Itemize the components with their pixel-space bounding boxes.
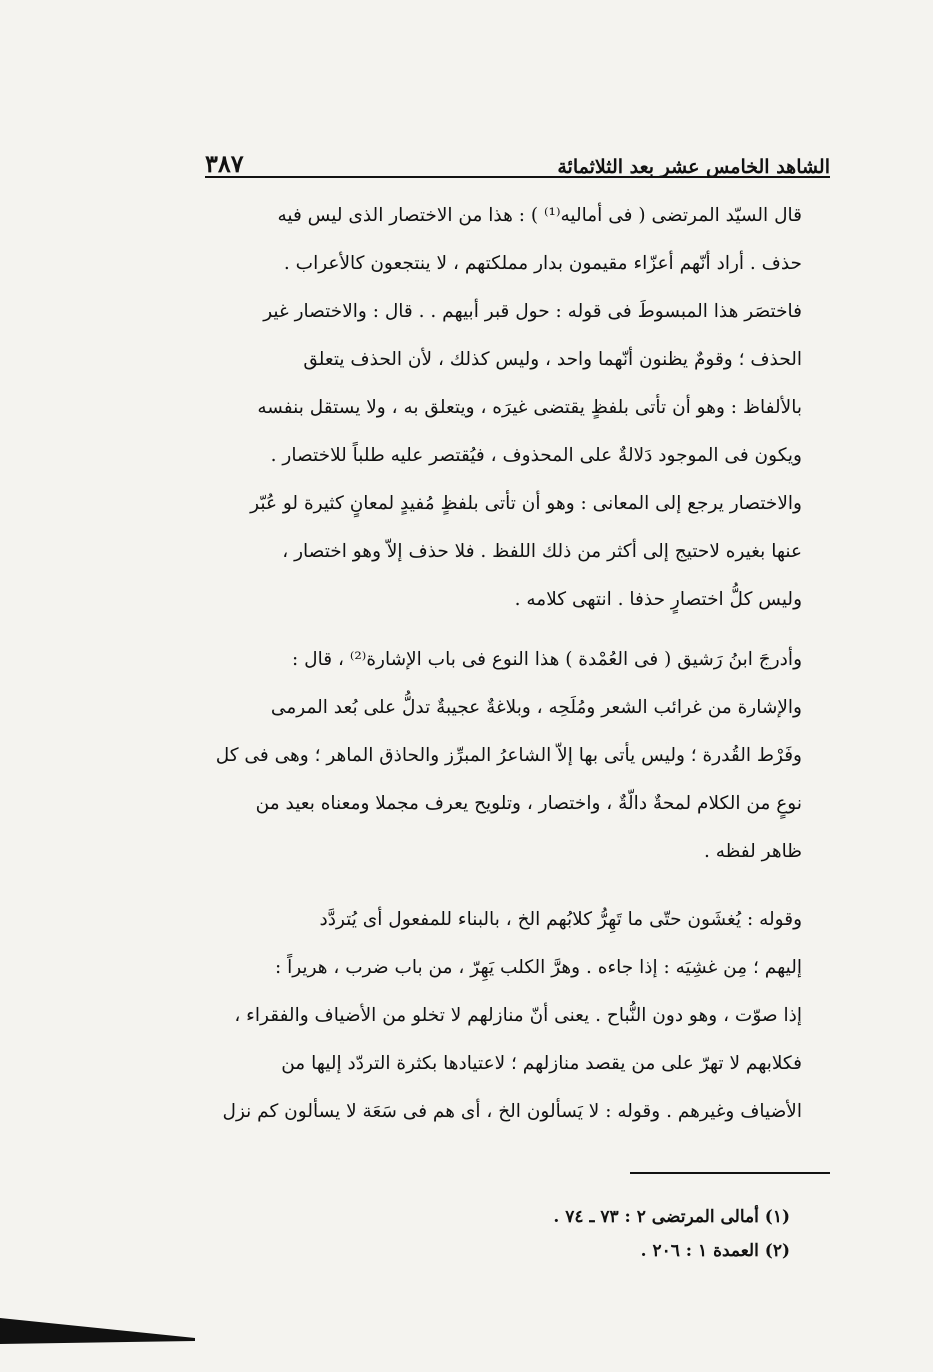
scan-edge-shadow [0, 1318, 195, 1344]
text-line: الأضياف وغيرهم . وقوله : لا يَسألون الخ ، أى هم فى سَعَة لا يسألون كم نزل [222, 1101, 802, 1122]
page-header [205, 128, 830, 178]
text-line: بالألفاظ : وهو أن تأتى بلفظٍ يقتضى غيرَه ، ويتعلق به ، ولا يستقل بنفسه [257, 397, 802, 418]
text-line: والإشارة من غرائب الشعر ومُلَحِه ، وبلاغةٌ عجيبةٌ تدلُّ على بُعد المرمى [270, 697, 802, 718]
text-line: ظاهر لفظه . [703, 841, 802, 862]
main-text [205, 192, 830, 1136]
text-line: إذا صوّت ، وهو دون النُّباح . يعنى أنّ منازلهم لا تخلو من الأضياف والفقراء ، [234, 1005, 802, 1026]
footnote: (١) أمالى المرتضى ٢ : ٧٣ ـ ٧٤ . [553, 1207, 790, 1227]
paragraph [205, 636, 830, 876]
text-line: فاختصَر هذا المبسوطَ فى قوله : حول قبر أبيهم . . قال : والاختصار غير [263, 301, 802, 322]
paragraph [205, 192, 830, 624]
text-line: وقوله : يُغشَون حتّى ما تَهِرُّ كلابُهم الخ ، بالبناء للمفعول أى يُتردَّد [319, 909, 802, 930]
page-number: ٣٨٧ [205, 149, 244, 178]
text-line: إليهم ؛ مِن غشِيَه : إذا جاءه . وهرَّ الكلب يَهِرّ ، من باب ضرب ، هريراً : [274, 957, 802, 978]
running-head: الشاهد الخامس عشر بعد الثلاثمائة [557, 156, 830, 178]
text-line: ويكون فى الموجود دَلالةٌ على المحذوف ، فيُقتصر عليه طلباً للاختصار . [270, 445, 802, 466]
text-line: وليس كلُّ اختصارٍ حذفا . انتهى كلامه . [514, 589, 802, 610]
text-line: والاختصار يرجع إلى المعانى : وهو أن تأتى بلفظٍ مُفيدٍ لمعانٍ كثيرة لو عُبّر [250, 493, 802, 514]
paragraph [205, 896, 830, 1136]
footnotes [380, 1200, 790, 1268]
text-line: فكلابهم لا تهرّ على من يقصد منازلهم ؛ لاعتيادها بكثرة التردّد إليها من [281, 1053, 802, 1074]
text-line: عنها بغيره لاحتيج إلى أكثر من ذلك اللفظ . فلا حذف إلاّ وهو اختصار ، [282, 541, 802, 562]
text-line: قال السيّد المرتضى ( فى أماليه⁽¹⁾ ) : هذا من الاختصار الذى ليس فيه [277, 205, 802, 226]
text-line: وأدرجَ ابنُ رَشيق ( فى العُمْدة ) هذا النوع فى باب الإشارة⁽²⁾ ، قال : [292, 649, 802, 670]
footnote: (٢) العمدة ١ : ٢٠٦ . [640, 1241, 790, 1261]
text-line: الحذف ؛ وقومٌ يظنون أنّهما واحد ، وليس كذلك ، لأن الحذف يتعلق [303, 349, 802, 370]
header-rule [205, 176, 830, 178]
footnote-rule [630, 1172, 830, 1174]
text-line: وفَرْط القُدرة ؛ وليس يأتى بها إلاّ الشاعرُ المبرِّز والحاذق الماهر ؛ وهى فى كل [215, 745, 802, 766]
text-line: حذف . أراد أنّهم أعزّاء مقيمون بدار مملكتهم ، لا ينتجعون كالأعراب . [283, 253, 802, 274]
text-line: نوعٍ من الكلام لمحةٌ دالّةٌ ، واختصار ، وتلويح يعرف مجملا ومعناه بعيد من [255, 793, 802, 814]
